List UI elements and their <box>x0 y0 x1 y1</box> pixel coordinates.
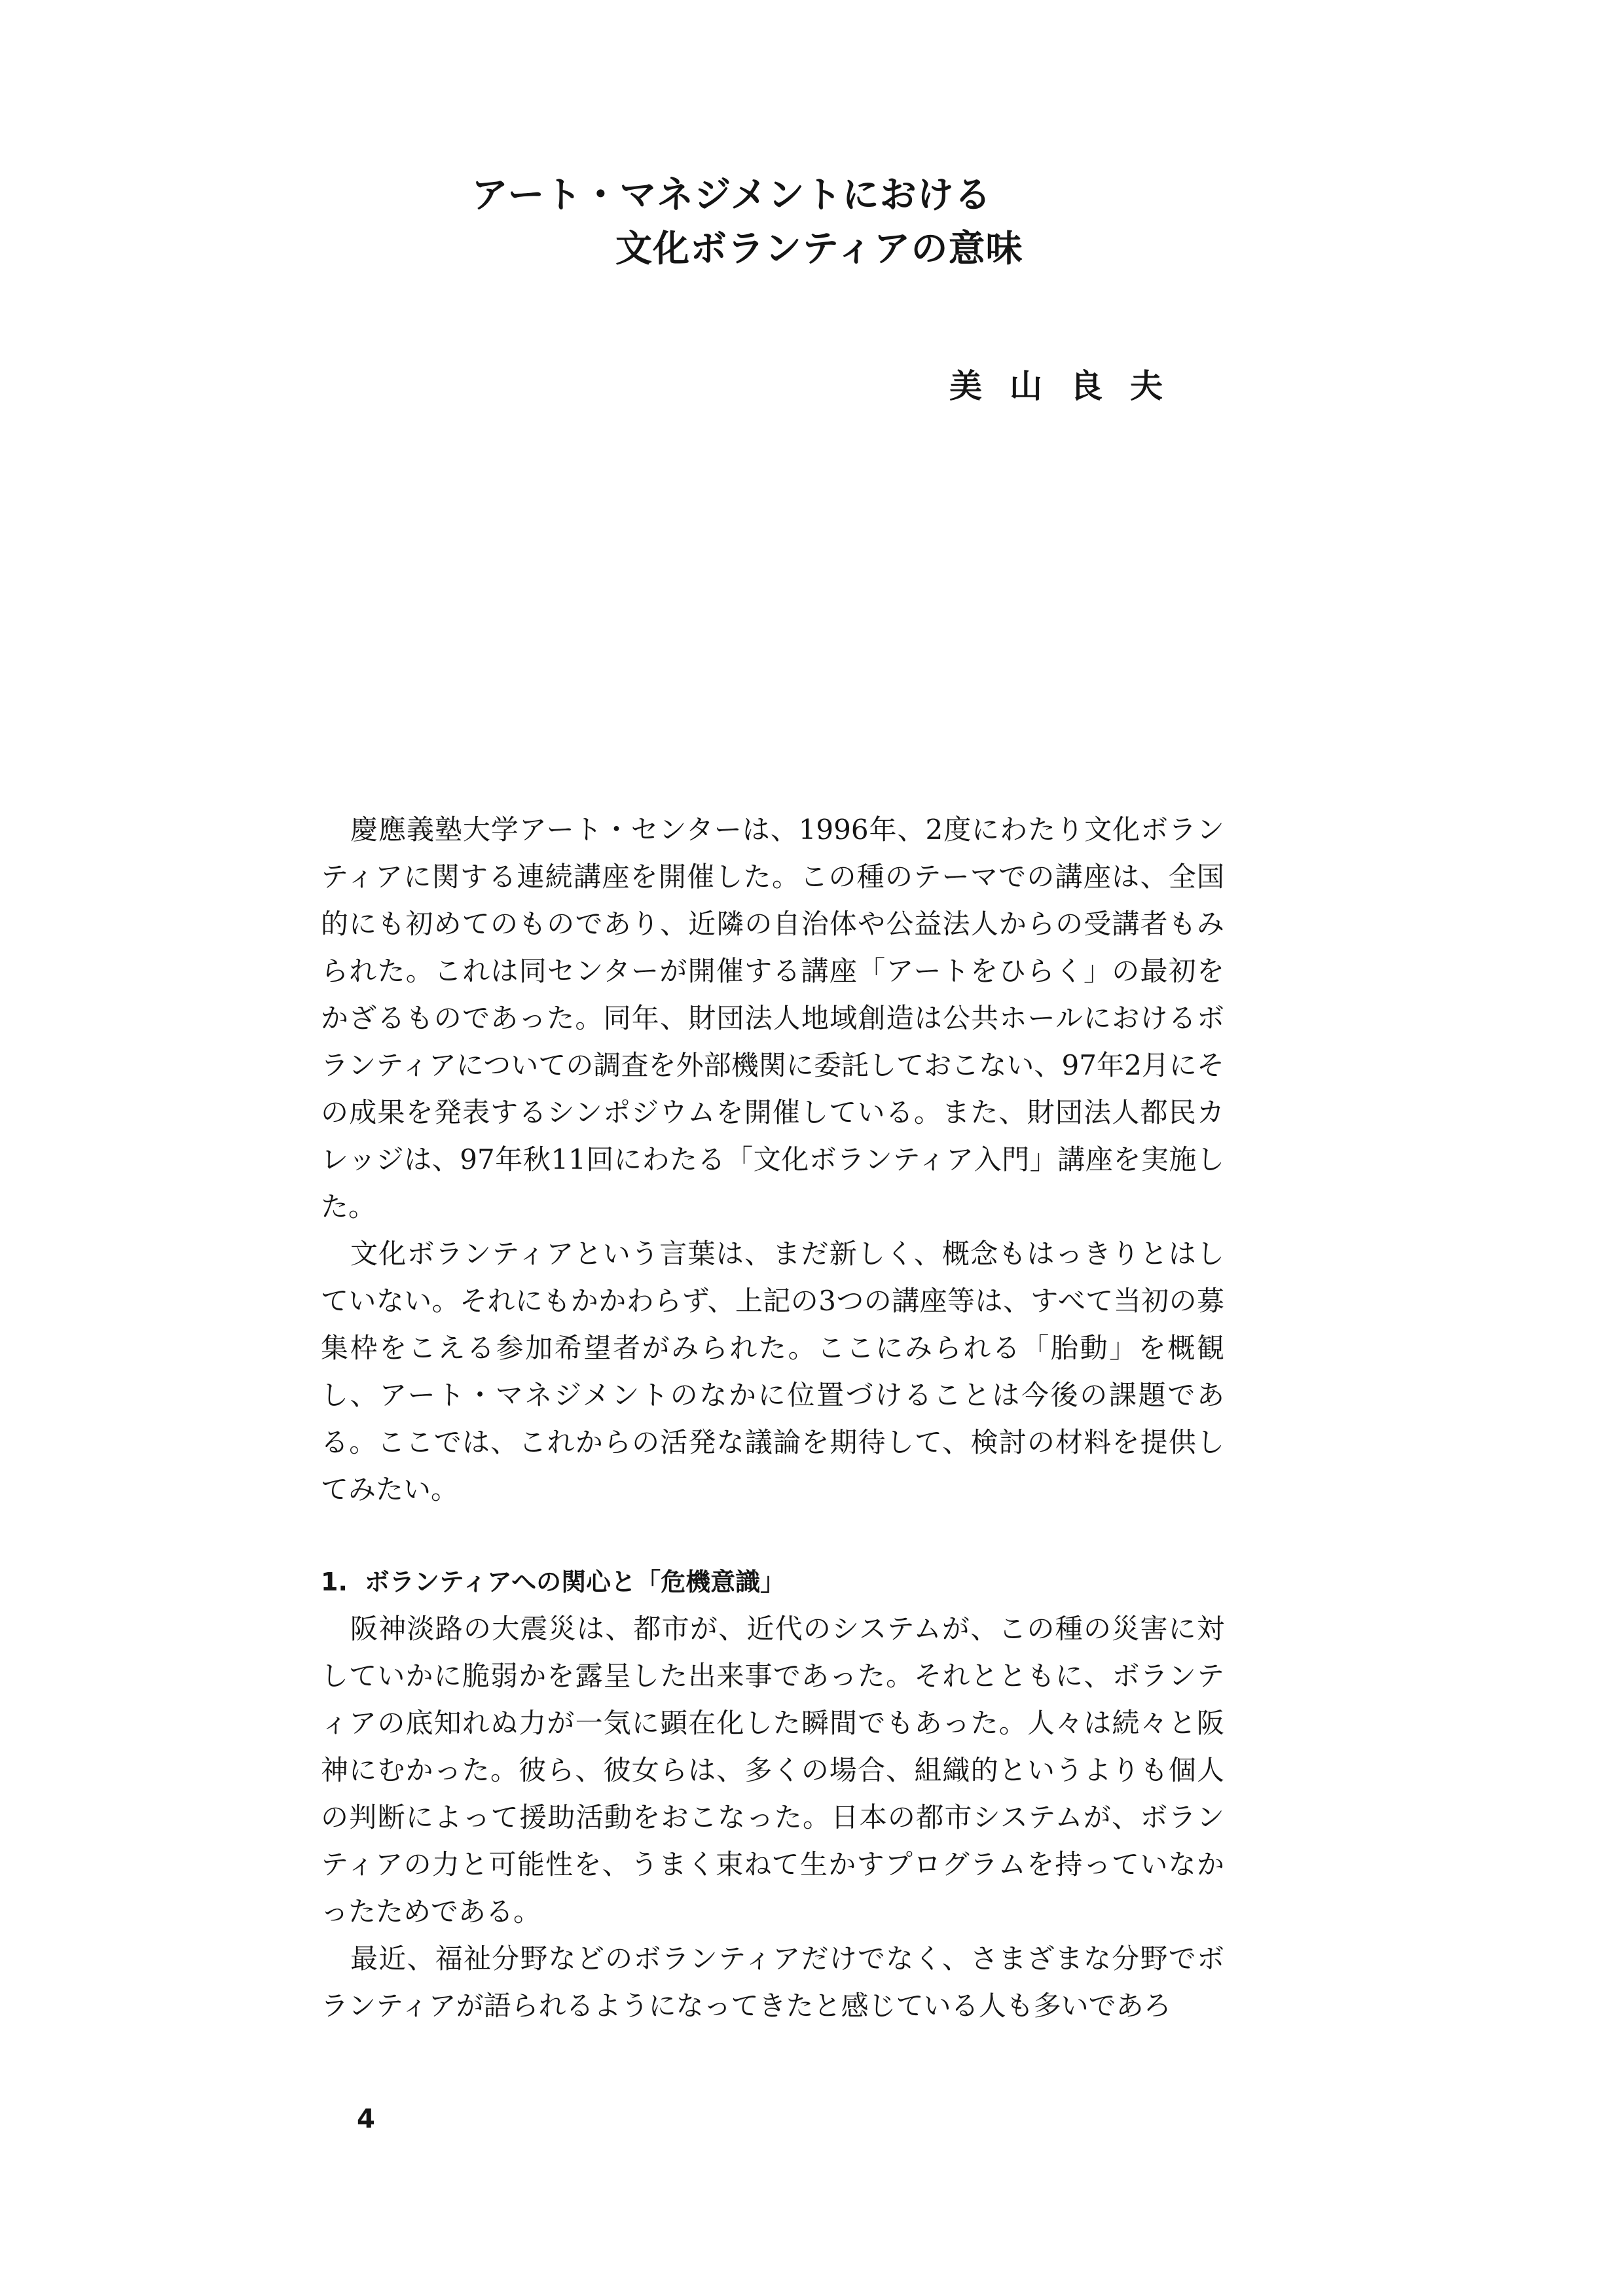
section-1-paragraph-1: 阪神淡路の大震災は、都市が、近代のシステムが、この種の災害に対していかに脆弱かを露呈した出来事であった。それとともに、ボランティアの底知れぬ力が一気に顕在化した瞬間でもあった。人々は続々と阪神にむかった。彼ら、彼女らは、多くの場合、組織的というよりも個人の判断によって援助活動をおこなった。日本の都市システムが、ボランティアの力と可能性を、うまく束ねて生かすプログラムを持っていなかったためである。 <box>321 1613 1224 1928</box>
article-title-line-2: 文化ボランティアの意味 <box>615 228 1023 270</box>
article-body <box>321 806 1224 2030</box>
section-1-paragraph-2: 最近、福祉分野などのボランティアだけでなく、さまざまな分野でボランティアが語られるようになってきたと感じている人も多いであろ <box>321 1943 1224 2022</box>
article-title <box>452 169 1106 276</box>
page-number: 4 <box>357 2104 375 2134</box>
section-1-number: 1. <box>321 1568 348 1596</box>
section-1-heading <box>321 1558 1224 1605</box>
section-1-title: ボランティアへの関心と「危機意識」 <box>364 1568 786 1596</box>
author-name: 美山良夫 <box>949 367 1190 405</box>
intro-paragraph-1: 慶應義塾大学アート・センターは、1996年、2度にわたり文化ボランティアに関する連続講座を開催した。この種のテーマでの講座は、全国的にも初めてのものであり、近隣の自治体や公益法人からの受講者もみられた。これは同センターが開催する講座「アートをひらく」の最初をかざるものであった。同年、財団法人地域創造は公共ホールにおけるボランティアについての調査を外部機関に委託しておこない、97年2月にその成果を発表するシンポジウムを開催している。また、財団法人都民カレッジは、97年秋11回にわたる「文化ボランティア入門」講座を実施した。 <box>321 814 1224 1223</box>
article-title-line-1: アート・マネジメントにおける <box>471 174 992 217</box>
intro-paragraph-2: 文化ボランティアという言葉は、まだ新しく、概念もはっきりとはしていない。それにもかかわらず、上記の3つの講座等は、すべて当初の募集枠をこえる参加希望者がみられた。ここにみられる「胎動」を概観し、アート・マネジメントのなかに位置づけることは今後の課題である。ここでは、これからの活発な議論を期待して、検討の材料を提供してみたい。 <box>321 1238 1224 1505</box>
